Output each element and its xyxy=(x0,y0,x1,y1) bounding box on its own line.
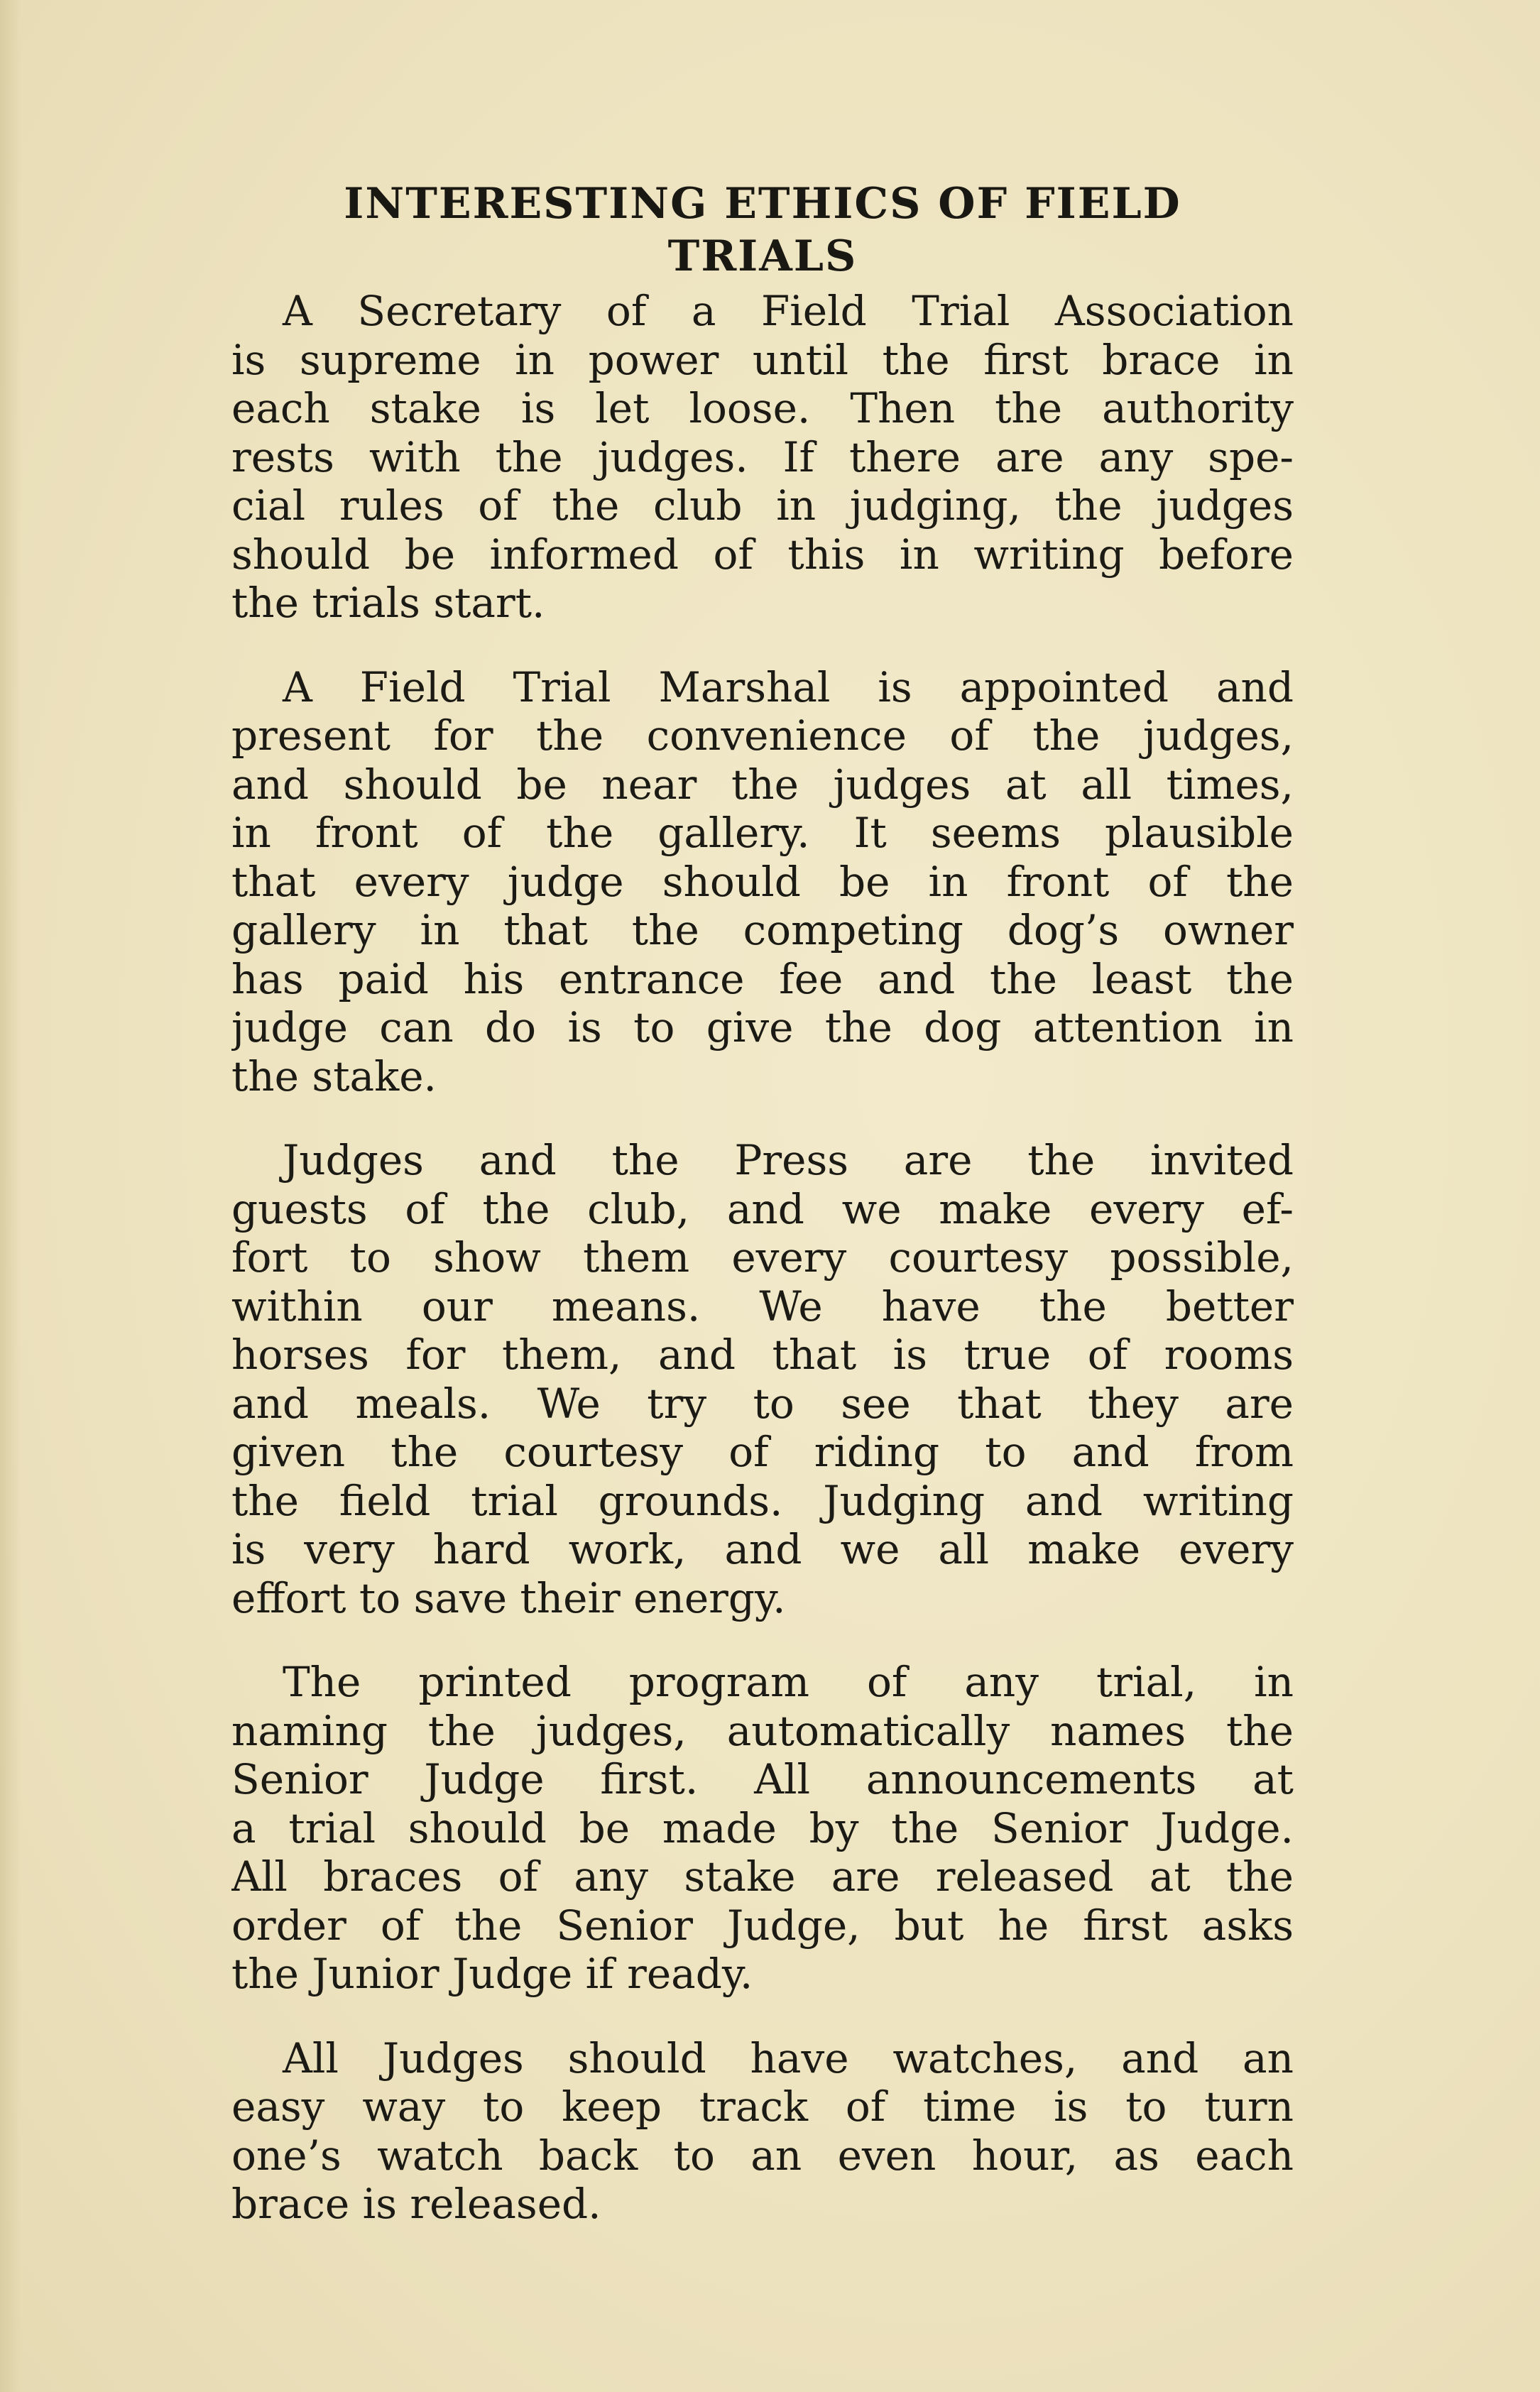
text-line: has paid his entrance fee and the least the xyxy=(231,954,1294,1003)
text-line: Judges and the Press are the invited xyxy=(283,1136,1294,1184)
paragraph-gap xyxy=(231,628,1294,663)
page-edge-shadow xyxy=(0,0,21,2392)
text-line: rests with the judges. If there are any spe- xyxy=(231,432,1294,481)
text-line: the stake. xyxy=(231,1052,437,1101)
text-line: a trial should be made by the Senior Judge. xyxy=(231,1803,1294,1852)
text-line: is very hard work, and we all make every xyxy=(231,1525,1294,1573)
text-line: cial rules of the club in judging, the judges xyxy=(231,481,1294,530)
text-line: easy way to keep track of time is to turn xyxy=(231,2082,1294,2131)
paragraph-program xyxy=(231,1658,1294,1999)
text-line: gallery in that the competing dog’s owner xyxy=(231,906,1294,954)
text-line: A Field Trial Marshal is appointed and xyxy=(283,662,1294,711)
text-line: the Junior Judge if ready. xyxy=(231,1950,753,1998)
paragraph-marshal xyxy=(231,663,1294,1101)
title-line-1: INTERESTING ETHICS OF FIELD xyxy=(344,179,1181,229)
text-line: All braces of any stake are released at the xyxy=(231,1852,1294,1901)
text-line: given the courtesy of riding to and from xyxy=(231,1428,1294,1476)
text-line: within our means. We have the better xyxy=(231,1282,1294,1331)
text-line: present for the convenience of the judges, xyxy=(231,711,1294,760)
text-column xyxy=(231,178,1294,2229)
text-line: effort to save their energy. xyxy=(231,1573,786,1622)
text-line: The printed program of any trial, in xyxy=(283,1658,1294,1706)
text-line: fort to show them every courtesy possible, xyxy=(231,1233,1294,1282)
text-line: judge can do is to give the dog attention in xyxy=(231,1003,1294,1052)
paragraph-secretary xyxy=(231,287,1294,628)
page-title xyxy=(231,178,1294,283)
text-line: Senior Judge first. All announcements at xyxy=(231,1755,1294,1803)
paragraph-gap xyxy=(231,1999,1294,2034)
text-line: each stake is let loose. Then the authority xyxy=(231,384,1294,432)
text-line: that every judge should be in front of the xyxy=(231,857,1294,906)
paragraph-watches xyxy=(231,2034,1294,2229)
text-line: horses for them, and that is true of rooms xyxy=(231,1331,1294,1379)
text-line: one’s watch back to an even hour, as each xyxy=(231,2131,1294,2180)
text-line: naming the judges, automatically names the xyxy=(231,1706,1294,1755)
text-line: the field trial grounds. Judging and writing xyxy=(231,1476,1294,1525)
text-line: is supreme in power until the first brace in xyxy=(231,335,1294,384)
text-line: brace is released. xyxy=(231,2180,601,2228)
text-line: A Secretary of a Field Trial Association xyxy=(283,287,1294,335)
text-line: order of the Senior Judge, but he first asks xyxy=(231,1901,1294,1950)
paragraph-gap xyxy=(231,1101,1294,1136)
text-line: and meals. We try to see that they are xyxy=(231,1379,1294,1428)
text-line: All Judges should have watches, and an xyxy=(283,2033,1294,2082)
paragraph-gap xyxy=(231,1622,1294,1658)
text-line: should be informed of this in writing before xyxy=(231,530,1294,579)
text-line: in front of the gallery. It seems plausible xyxy=(231,809,1294,857)
text-line: and should be near the judges at all times, xyxy=(231,760,1294,809)
text-line: the trials start. xyxy=(231,579,545,627)
paragraph-judges-press xyxy=(231,1136,1294,1622)
text-line: guests of the club, and we make every ef- xyxy=(231,1184,1294,1233)
title-line-2: TRIALS xyxy=(667,231,858,281)
